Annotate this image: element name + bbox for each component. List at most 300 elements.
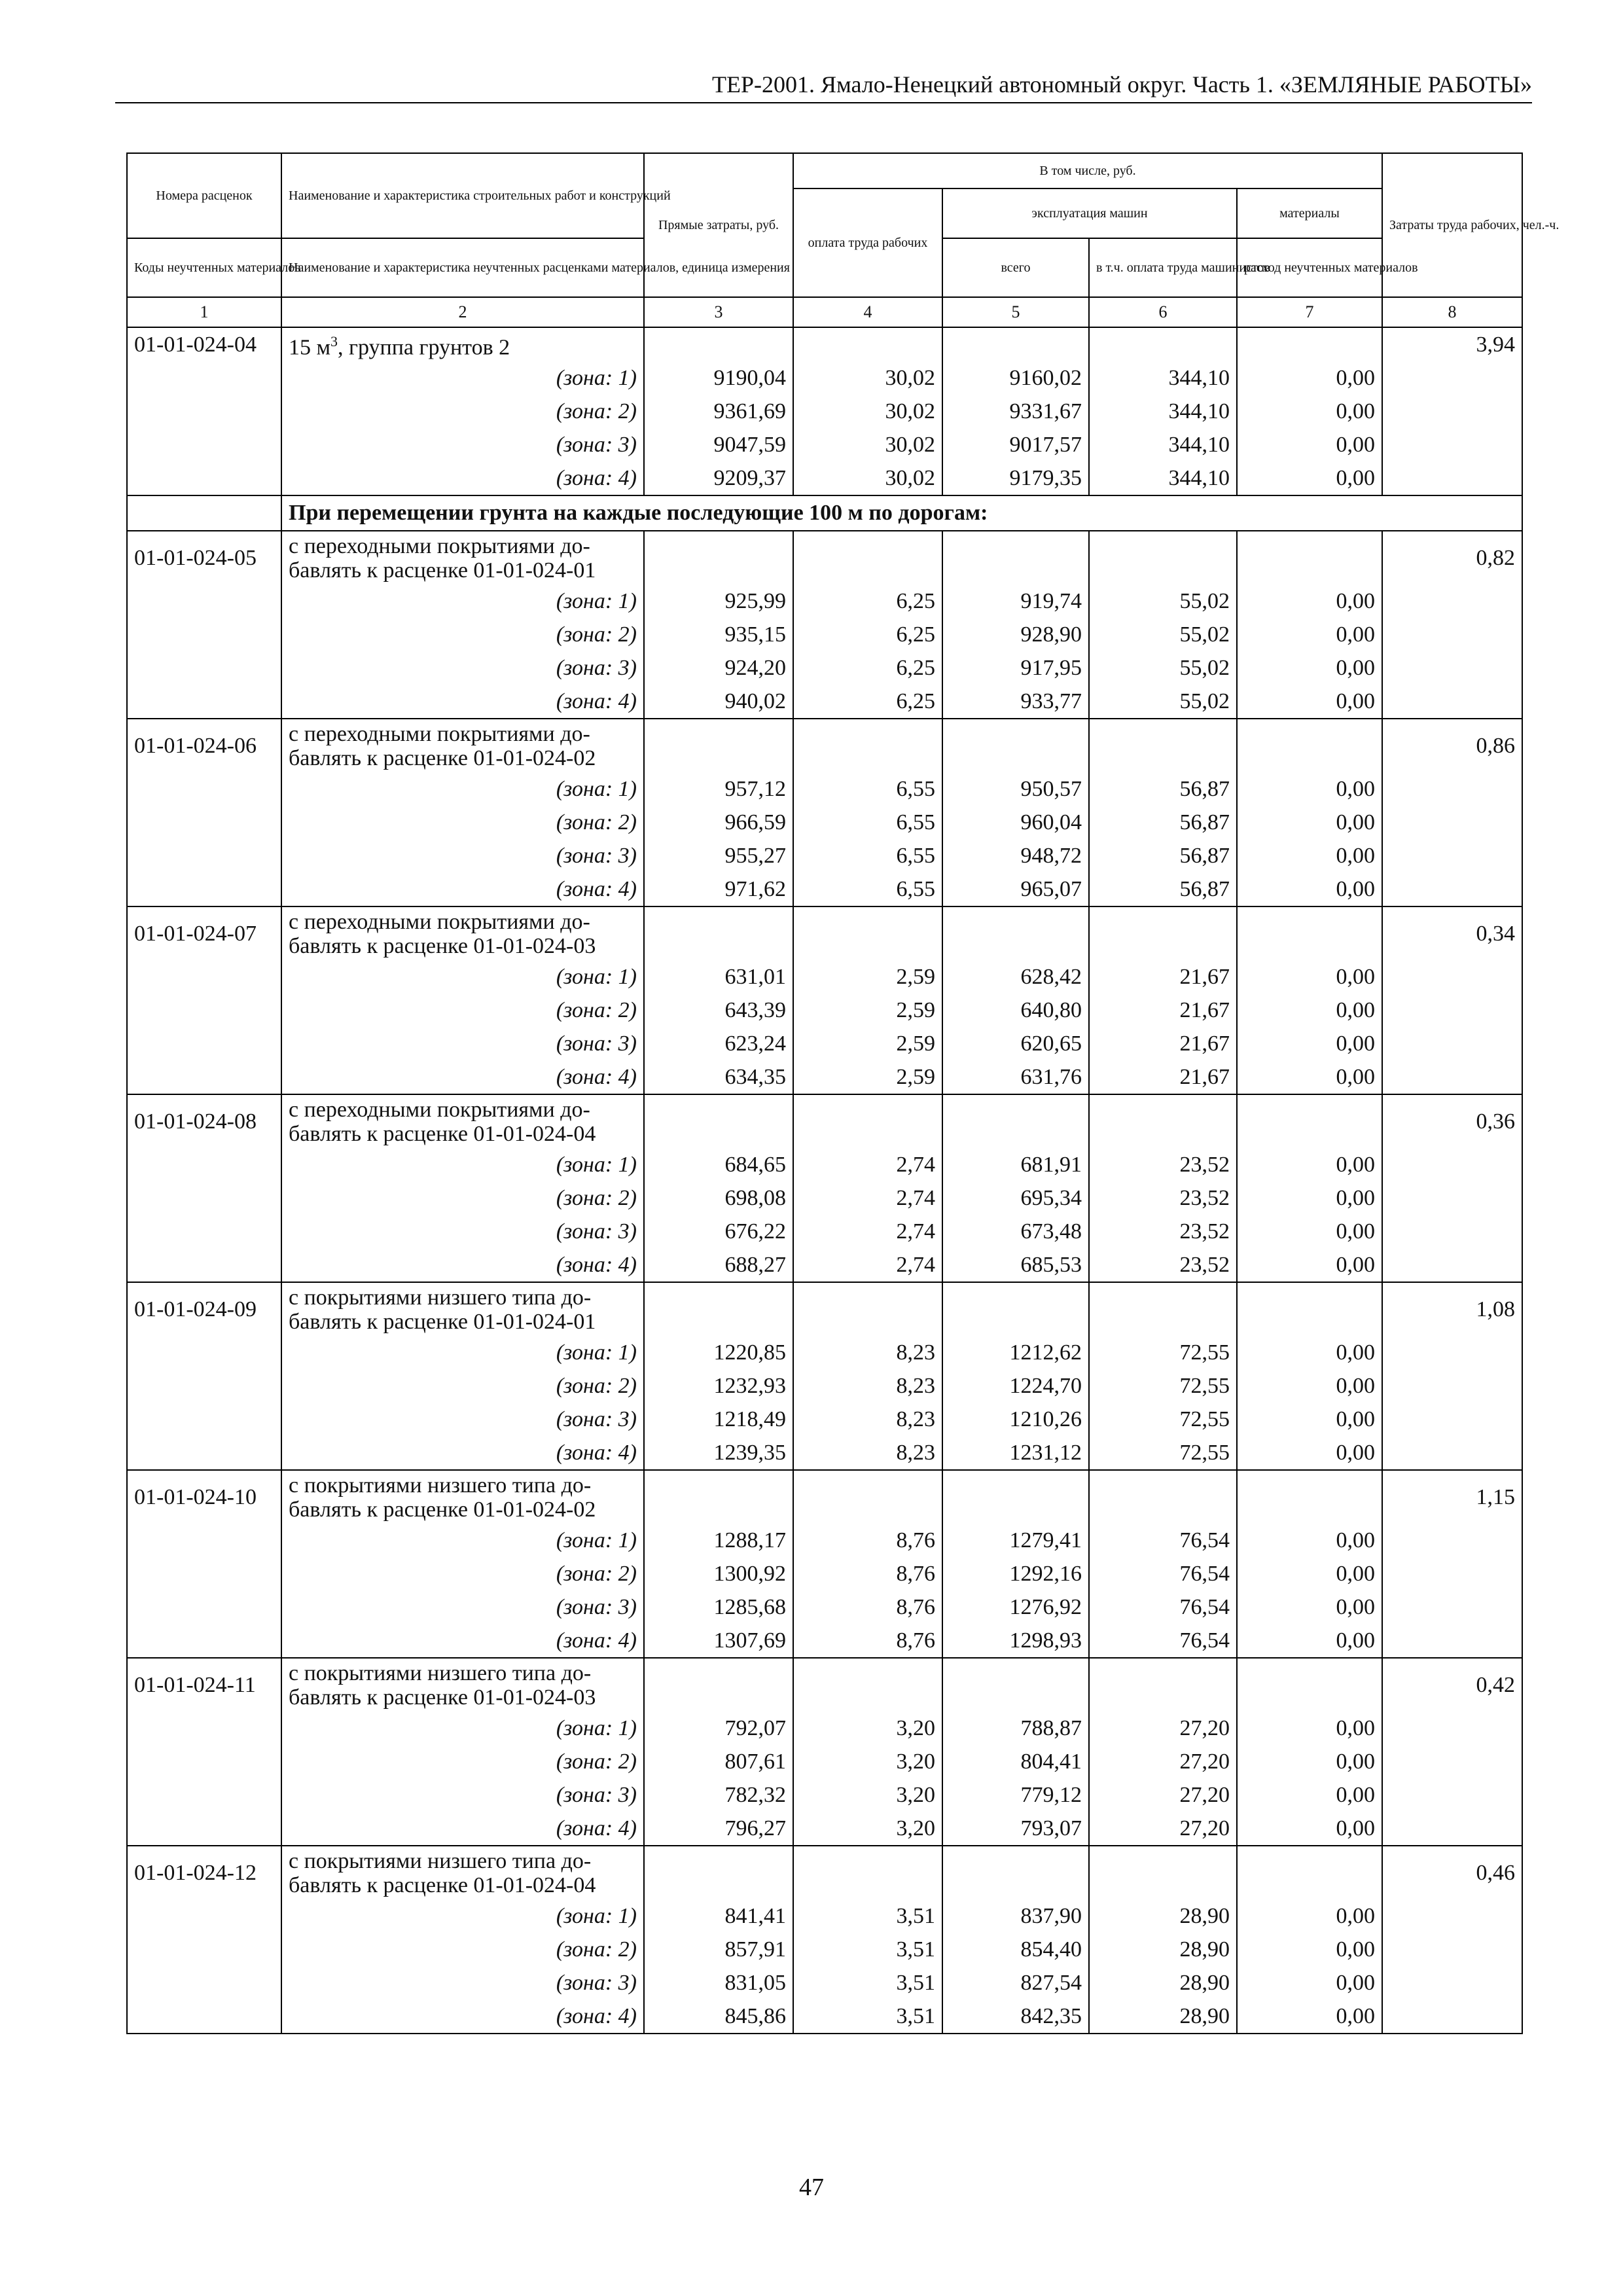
machinist-wages: 21,67 (1089, 1027, 1237, 1060)
direct-costs: 807,61 (644, 1745, 793, 1778)
material-usage: 0,00 (1237, 1778, 1382, 1812)
machinist-wages: 23,52 (1089, 1148, 1237, 1181)
empty-cell (127, 651, 281, 685)
machines-total: 673,48 (942, 1215, 1089, 1248)
zone-label: (зона: 3) (281, 1590, 644, 1624)
machinist-wages: 21,67 (1089, 1060, 1237, 1094)
material-usage: 0,00 (1237, 872, 1382, 906)
rate-row (127, 1094, 1522, 1148)
machinist-wages: 28,90 (1089, 1933, 1237, 1966)
empty-cell (127, 1624, 281, 1658)
material-usage: 0,00 (1237, 428, 1382, 461)
zone-label: (зона: 4) (281, 1436, 644, 1470)
empty-cell (644, 906, 793, 960)
zone-label: (зона: 1) (281, 772, 644, 806)
empty-cell (127, 361, 281, 395)
labor-costs: 0,34 (1382, 906, 1522, 960)
machines-total: 1212,62 (942, 1336, 1089, 1369)
empty-cell (1382, 994, 1522, 1027)
zone-row (127, 1369, 1522, 1403)
zone-label: (зона: 4) (281, 1248, 644, 1282)
direct-costs: 971,62 (644, 872, 793, 906)
empty-cell (1382, 428, 1522, 461)
column-number: 6 (1089, 297, 1237, 327)
rate-name-line: бавлять к расценке 01-01-024-03 (289, 933, 596, 958)
material-usage: 0,00 (1237, 461, 1382, 495)
labor-wages: 2,59 (793, 994, 942, 1027)
machinist-wages: 28,90 (1089, 1899, 1237, 1933)
labor-wages: 2,74 (793, 1215, 942, 1248)
direct-costs: 796,27 (644, 1812, 793, 1846)
material-usage: 0,00 (1237, 1181, 1382, 1215)
zone-row (127, 1336, 1522, 1369)
rate-code: 01-01-024-04 (127, 327, 281, 361)
empty-cell (793, 1094, 942, 1148)
empty-cell (1382, 1745, 1522, 1778)
material-usage: 0,00 (1237, 1248, 1382, 1282)
machines-total: 919,74 (942, 584, 1089, 618)
direct-costs: 631,01 (644, 960, 793, 994)
header-rate-numbers: Номера расценок (127, 153, 281, 238)
machines-total: 854,40 (942, 1933, 1089, 1966)
empty-cell (127, 495, 281, 531)
labor-wages: 8,23 (793, 1403, 942, 1436)
empty-cell (1382, 806, 1522, 839)
empty-cell (1382, 1624, 1522, 1658)
labor-wages: 2,74 (793, 1248, 942, 1282)
labor-wages: 8,23 (793, 1436, 942, 1470)
labor-wages: 3,20 (793, 1778, 942, 1812)
empty-cell (127, 872, 281, 906)
machines-total: 640,80 (942, 994, 1089, 1027)
labor-wages: 6,25 (793, 584, 942, 618)
labor-wages: 2,59 (793, 1060, 942, 1094)
empty-cell (1089, 1470, 1237, 1524)
empty-cell (127, 772, 281, 806)
machines-total: 620,65 (942, 1027, 1089, 1060)
empty-cell (127, 1524, 281, 1557)
machinist-wages: 21,67 (1089, 994, 1237, 1027)
empty-cell (1089, 719, 1237, 772)
labor-wages: 30,02 (793, 461, 942, 495)
zone-label: (зона: 1) (281, 1712, 644, 1745)
zone-row (127, 1812, 1522, 1846)
empty-cell (644, 1846, 793, 1899)
zone-label: (зона: 4) (281, 461, 644, 495)
empty-cell (1089, 327, 1237, 361)
empty-cell (1237, 906, 1382, 960)
material-usage: 0,00 (1237, 395, 1382, 428)
rate-row (127, 1282, 1522, 1336)
zone-row (127, 618, 1522, 651)
zone-label: (зона: 2) (281, 1933, 644, 1966)
machinist-wages: 21,67 (1089, 960, 1237, 994)
labor-wages: 6,55 (793, 839, 942, 872)
zone-label: (зона: 2) (281, 1369, 644, 1403)
empty-cell (942, 1846, 1089, 1899)
direct-costs: 623,24 (644, 1027, 793, 1060)
direct-costs: 9047,59 (644, 428, 793, 461)
empty-cell (1382, 839, 1522, 872)
empty-cell (127, 461, 281, 495)
machines-total: 933,77 (942, 685, 1089, 719)
empty-cell (127, 685, 281, 719)
machinist-wages: 23,52 (1089, 1248, 1237, 1282)
empty-cell (127, 1712, 281, 1745)
empty-cell (127, 1778, 281, 1812)
machines-total: 960,04 (942, 806, 1089, 839)
empty-cell (793, 1282, 942, 1336)
zone-row (127, 1624, 1522, 1658)
machinist-wages: 344,10 (1089, 428, 1237, 461)
labor-wages: 30,02 (793, 395, 942, 428)
zone-label: (зона: 4) (281, 1060, 644, 1094)
zone-row (127, 1248, 1522, 1282)
rate-name-line: бавлять к расценке 01-01-024-04 (289, 1873, 596, 1897)
empty-cell (1089, 1282, 1237, 1336)
header-material-codes: Коды неучтенных материалов (127, 238, 281, 297)
rate-name (281, 327, 644, 361)
rate-name-line: бавлять к расценке 01-01-024-04 (289, 1121, 596, 1146)
empty-cell (644, 327, 793, 361)
machinist-wages: 76,54 (1089, 1624, 1237, 1658)
zone-label: (зона: 1) (281, 1524, 644, 1557)
labor-wages: 6,55 (793, 806, 942, 839)
empty-cell (127, 960, 281, 994)
empty-cell (127, 1933, 281, 1966)
header-machinist-wages: в т.ч. оплата труда машинистов (1089, 238, 1237, 297)
labor-wages: 3,51 (793, 2000, 942, 2034)
zone-row (127, 1966, 1522, 2000)
rate-name-line: с переходными покрытиями до- (289, 533, 590, 558)
zone-label: (зона: 4) (281, 685, 644, 719)
rate-code: 01-01-024-09 (127, 1282, 281, 1336)
empty-cell (793, 531, 942, 584)
material-usage: 0,00 (1237, 1745, 1382, 1778)
column-number: 3 (644, 297, 793, 327)
empty-cell (127, 1966, 281, 2000)
labor-wages: 3,51 (793, 1966, 942, 2000)
empty-cell (127, 839, 281, 872)
empty-cell (127, 1590, 281, 1624)
labor-wages: 8,76 (793, 1524, 942, 1557)
zone-row (127, 1712, 1522, 1745)
machines-total: 1210,26 (942, 1403, 1089, 1436)
zone-label: (зона: 3) (281, 428, 644, 461)
zone-label: (зона: 3) (281, 1403, 644, 1436)
zone-label: (зона: 4) (281, 1812, 644, 1846)
machinist-wages: 76,54 (1089, 1524, 1237, 1557)
empty-cell (1382, 461, 1522, 495)
rate-row (127, 1470, 1522, 1524)
direct-costs: 684,65 (644, 1148, 793, 1181)
zone-row (127, 1590, 1522, 1624)
empty-cell (1382, 1436, 1522, 1470)
rates-table (126, 152, 1560, 2034)
zone-label: (зона: 4) (281, 2000, 644, 2034)
page-header: ТЕР-2001. Ямало-Ненецкий автономный округ. Часть 1. «ЗЕМЛЯНЫЕ РАБОТЫ» (115, 71, 1532, 103)
empty-cell (1382, 1369, 1522, 1403)
machinist-wages: 56,87 (1089, 872, 1237, 906)
material-usage: 0,00 (1237, 1148, 1382, 1181)
empty-cell (1382, 1148, 1522, 1181)
labor-wages: 6,55 (793, 872, 942, 906)
material-usage: 0,00 (1237, 1933, 1382, 1966)
empty-cell (1237, 1094, 1382, 1148)
empty-cell (1237, 1846, 1382, 1899)
direct-costs: 841,41 (644, 1899, 793, 1933)
machines-total: 917,95 (942, 651, 1089, 685)
zone-label: (зона: 1) (281, 960, 644, 994)
empty-cell (127, 1215, 281, 1248)
direct-costs: 676,22 (644, 1215, 793, 1248)
empty-cell (1382, 1812, 1522, 1846)
empty-cell (644, 719, 793, 772)
header-labor-costs: Затраты труда рабочих, чел.-ч. (1382, 153, 1522, 297)
direct-costs: 643,39 (644, 994, 793, 1027)
column-number: 5 (942, 297, 1089, 327)
zone-row (127, 1524, 1522, 1557)
labor-wages: 8,76 (793, 1624, 942, 1658)
material-usage: 0,00 (1237, 1060, 1382, 1094)
column-number: 4 (793, 297, 942, 327)
empty-cell (127, 1899, 281, 1933)
direct-costs: 857,91 (644, 1933, 793, 1966)
material-usage: 0,00 (1237, 960, 1382, 994)
machines-total: 631,76 (942, 1060, 1089, 1094)
rate-name-line: с покрытиями низшего типа до- (289, 1285, 592, 1310)
zone-label: (зона: 3) (281, 1215, 644, 1248)
rate-code: 01-01-024-05 (127, 531, 281, 584)
labor-wages: 3,20 (793, 1812, 942, 1846)
empty-cell (1237, 1470, 1382, 1524)
empty-cell (127, 1812, 281, 1846)
material-usage: 0,00 (1237, 1403, 1382, 1436)
machines-total: 9017,57 (942, 428, 1089, 461)
rate-row (127, 531, 1522, 584)
rate-row (127, 327, 1522, 361)
zone-label: (зона: 1) (281, 1899, 644, 1933)
zone-row (127, 772, 1522, 806)
machines-total: 837,90 (942, 1899, 1089, 1933)
empty-cell (127, 1181, 281, 1215)
empty-cell (127, 1148, 281, 1181)
zone-row (127, 1060, 1522, 1094)
zone-label: (зона: 4) (281, 872, 644, 906)
empty-cell (1382, 1933, 1522, 1966)
machines-total: 793,07 (942, 1812, 1089, 1846)
empty-cell (1382, 1215, 1522, 1248)
material-usage: 0,00 (1237, 651, 1382, 685)
labor-wages: 6,55 (793, 772, 942, 806)
empty-cell (1382, 651, 1522, 685)
direct-costs: 1220,85 (644, 1336, 793, 1369)
labor-costs: 0,36 (1382, 1094, 1522, 1148)
rate-name (281, 531, 644, 584)
empty-cell (1089, 1094, 1237, 1148)
zone-label: (зона: 3) (281, 839, 644, 872)
labor-wages: 2,59 (793, 1027, 942, 1060)
empty-cell (127, 806, 281, 839)
direct-costs: 782,32 (644, 1778, 793, 1812)
header-material-names: Наименование и характеристика неучтенных расценками материалов, единица измерения (281, 238, 644, 297)
header-direct-costs: Прямые затраты, руб. (644, 153, 793, 297)
empty-cell (942, 719, 1089, 772)
direct-costs: 9190,04 (644, 361, 793, 395)
direct-costs: 1300,92 (644, 1557, 793, 1590)
rate-row (127, 1658, 1522, 1712)
machines-total: 9160,02 (942, 361, 1089, 395)
material-usage: 0,00 (1237, 1899, 1382, 1933)
labor-wages: 3,20 (793, 1712, 942, 1745)
zone-row (127, 1403, 1522, 1436)
empty-cell (127, 2000, 281, 2034)
zone-row (127, 1181, 1522, 1215)
machines-total: 788,87 (942, 1712, 1089, 1745)
material-usage: 0,00 (1237, 1712, 1382, 1745)
rate-name (281, 719, 644, 772)
column-number: 2 (281, 297, 644, 327)
zone-row (127, 685, 1522, 719)
empty-cell (1382, 2000, 1522, 2034)
labor-wages: 30,02 (793, 428, 942, 461)
material-usage: 0,00 (1237, 685, 1382, 719)
empty-cell (644, 531, 793, 584)
direct-costs: 1239,35 (644, 1436, 793, 1470)
zone-row (127, 1436, 1522, 1470)
machines-total: 681,91 (942, 1148, 1089, 1181)
material-usage: 0,00 (1237, 1027, 1382, 1060)
zone-row (127, 395, 1522, 428)
material-usage: 0,00 (1237, 1436, 1382, 1470)
labor-costs: 3,94 (1382, 327, 1522, 361)
rate-name-line: бавлять к расценке 01-01-024-01 (289, 1309, 596, 1334)
header-material-usage: расход неучтенных материалов (1237, 238, 1382, 297)
labor-wages: 2,74 (793, 1181, 942, 1215)
empty-cell (1237, 1658, 1382, 1712)
rate-name-line: бавлять к расценке 01-01-024-03 (289, 1685, 596, 1710)
rate-name-line: с покрытиями низшего типа до- (289, 1660, 592, 1685)
zone-row (127, 806, 1522, 839)
direct-costs: 792,07 (644, 1712, 793, 1745)
section-title: При перемещении грунта на каждые последующие 100 м по дорогам: (281, 495, 1522, 531)
empty-cell (1382, 960, 1522, 994)
header-materials: материалы (1237, 188, 1382, 238)
empty-cell (1382, 1336, 1522, 1369)
material-usage: 0,00 (1237, 839, 1382, 872)
machinist-wages: 27,20 (1089, 1712, 1237, 1745)
machinist-wages: 55,02 (1089, 584, 1237, 618)
machinist-wages: 72,55 (1089, 1436, 1237, 1470)
header-machines-total: всего (942, 238, 1089, 297)
empty-cell (942, 1094, 1089, 1148)
labor-wages: 8,23 (793, 1369, 942, 1403)
empty-cell (1382, 1060, 1522, 1094)
direct-costs: 698,08 (644, 1181, 793, 1215)
labor-wages: 3,51 (793, 1933, 942, 1966)
column-number: 7 (1237, 297, 1382, 327)
labor-costs: 1,15 (1382, 1470, 1522, 1524)
rate-name-line: бавлять к расценке 01-01-024-02 (289, 745, 596, 770)
empty-cell (127, 994, 281, 1027)
empty-cell (127, 1369, 281, 1403)
empty-cell (1382, 1181, 1522, 1215)
zone-row (127, 1778, 1522, 1812)
direct-costs: 925,99 (644, 584, 793, 618)
machines-total: 928,90 (942, 618, 1089, 651)
empty-cell (1382, 1966, 1522, 2000)
machinist-wages: 344,10 (1089, 361, 1237, 395)
material-usage: 0,00 (1237, 1336, 1382, 1369)
labor-wages: 3,20 (793, 1745, 942, 1778)
machinist-wages: 28,90 (1089, 1966, 1237, 2000)
empty-cell (793, 327, 942, 361)
machines-total: 1298,93 (942, 1624, 1089, 1658)
empty-cell (1382, 584, 1522, 618)
zone-row (127, 651, 1522, 685)
zone-row (127, 1899, 1522, 1933)
direct-costs: 1288,17 (644, 1524, 793, 1557)
column-number-row (127, 297, 1522, 327)
empty-cell (127, 1436, 281, 1470)
rate-name-text: 15 м (289, 335, 331, 360)
zone-label: (зона: 4) (281, 1624, 644, 1658)
header-including: В том числе, руб. (793, 153, 1382, 188)
empty-cell (1237, 719, 1382, 772)
machines-total: 695,34 (942, 1181, 1089, 1215)
labor-wages: 8,76 (793, 1557, 942, 1590)
rate-name-line: бавлять к расценке 01-01-024-02 (289, 1497, 596, 1522)
material-usage: 0,00 (1237, 1215, 1382, 1248)
direct-costs: 9209,37 (644, 461, 793, 495)
machinist-wages: 56,87 (1089, 806, 1237, 839)
rate-code: 01-01-024-06 (127, 719, 281, 772)
direct-costs: 940,02 (644, 685, 793, 719)
direct-costs: 688,27 (644, 1248, 793, 1282)
column-number: 8 (1382, 297, 1522, 327)
machines-total: 9179,35 (942, 461, 1089, 495)
rate-code: 01-01-024-11 (127, 1658, 281, 1712)
zone-row (127, 1557, 1522, 1590)
rate-name (281, 1846, 644, 1899)
machinist-wages: 56,87 (1089, 839, 1237, 872)
machines-total: 950,57 (942, 772, 1089, 806)
empty-cell (1382, 1778, 1522, 1812)
empty-cell (1382, 1712, 1522, 1745)
empty-cell (127, 1060, 281, 1094)
machinist-wages: 23,52 (1089, 1181, 1237, 1215)
empty-cell (1237, 531, 1382, 584)
machinist-wages: 55,02 (1089, 618, 1237, 651)
empty-cell (942, 1470, 1089, 1524)
empty-cell (1089, 531, 1237, 584)
material-usage: 0,00 (1237, 1590, 1382, 1624)
rate-code: 01-01-024-08 (127, 1094, 281, 1148)
labor-costs: 0,42 (1382, 1658, 1522, 1712)
machinist-wages: 56,87 (1089, 772, 1237, 806)
empty-cell (1382, 1557, 1522, 1590)
empty-cell (793, 1470, 942, 1524)
zone-row (127, 461, 1522, 495)
zone-label: (зона: 1) (281, 584, 644, 618)
labor-costs: 0,86 (1382, 719, 1522, 772)
zone-label: (зона: 3) (281, 1966, 644, 2000)
rate-name-line: с переходными покрытиями до- (289, 1097, 590, 1122)
empty-cell (127, 1557, 281, 1590)
empty-cell (1382, 1248, 1522, 1282)
machinist-wages: 23,52 (1089, 1215, 1237, 1248)
material-usage: 0,00 (1237, 1524, 1382, 1557)
